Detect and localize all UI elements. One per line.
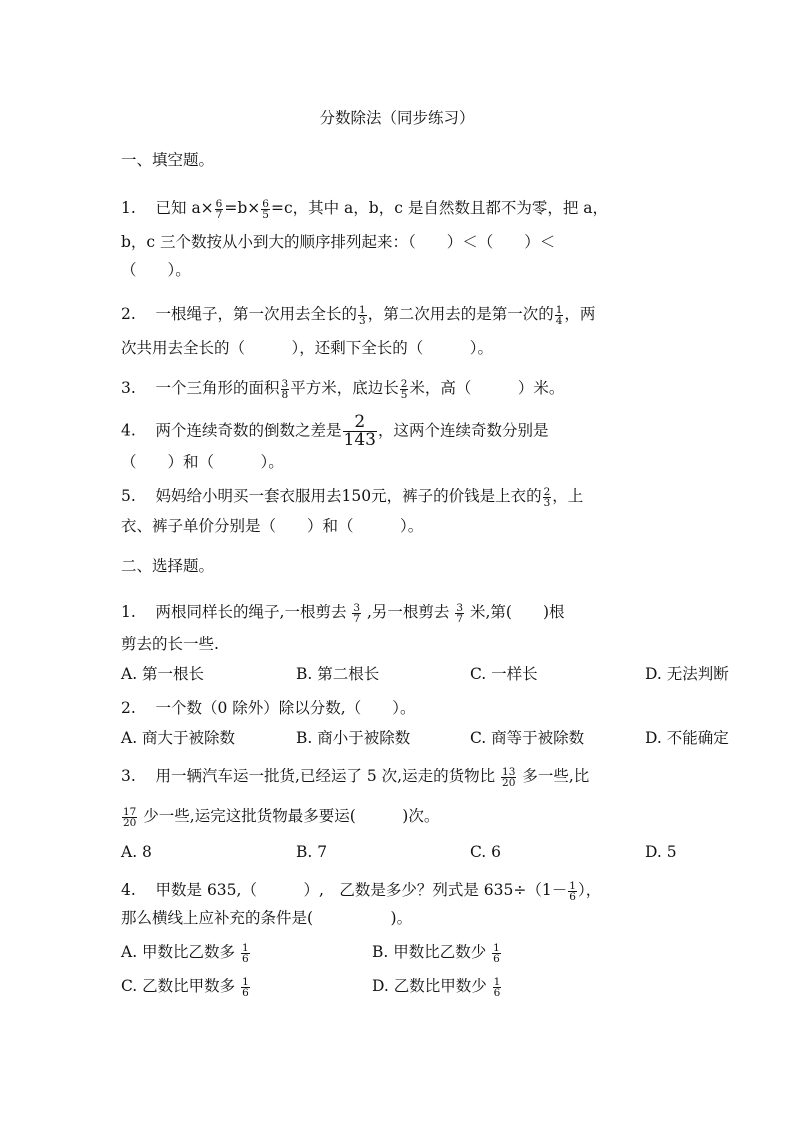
s2-q4-option-d: D. 乙数比甲数少 $\frac{1}{6}$: [372, 975, 501, 999]
fraction: $\frac{1}{6}$: [242, 975, 249, 999]
q-number: 2.: [121, 305, 136, 323]
s2-q4-option-a: A. 甲数比乙数多 $\frac{1}{6}$: [121, 941, 249, 965]
fraction: $\frac{1}{6}$: [493, 975, 501, 999]
s2-q3-option-a: A. 8: [121, 843, 152, 861]
s2-q4-line2: 那么横线上应补充的条件是( )。: [121, 909, 413, 927]
s1-q2-line1: [121, 304, 595, 326]
text: ,另一根剪去: [362, 603, 455, 621]
text: 两个连续奇数的倒数之差是: [155, 421, 342, 440]
fraction: $\frac{13}{20}$: [502, 765, 516, 789]
s2-q3-option-d: D. 5: [645, 843, 677, 861]
text: 一根绳子，第一次用去全长的: [155, 305, 358, 323]
s2-q1-option-d: D. 无法判断: [645, 665, 729, 683]
text: 一个数（0 除外）除以分数,（ ）。: [155, 699, 416, 717]
fraction: $\frac{2}{5}$: [400, 377, 408, 401]
text: ，上: [552, 487, 584, 505]
q-number: 1.: [121, 199, 136, 217]
s1-q2-line2: 次共用去全长的（ ），还剩下全长的（ ）。: [121, 339, 494, 357]
fraction: $\frac{1}{4}$: [555, 303, 563, 327]
s1-q4-line1: [121, 414, 549, 449]
q-number: 1.: [121, 603, 136, 621]
fraction: $\frac{2}{3}$: [543, 485, 551, 509]
text: 少一些,运完这批货物最多要运( )次。: [138, 807, 440, 825]
s1-q5-line1: [121, 486, 583, 508]
text: ），: [577, 881, 602, 899]
fraction: $\frac{17}{20}$: [123, 805, 137, 829]
q-number: 2.: [121, 699, 136, 717]
text: =b×: [224, 199, 261, 217]
s2-q4-option-b: B. 甲数比乙数少 $\frac{1}{6}$: [372, 941, 500, 965]
section2-heading: 二、选择题。: [121, 557, 215, 575]
text: 已知 a×: [155, 199, 214, 217]
text: 妈妈给小明买一套衣服用去150元，裤子的价钱是上衣的: [155, 487, 542, 505]
fraction: $\frac{2}{143}$: [343, 412, 376, 450]
s2-q3-option-b: B. 7: [296, 843, 328, 861]
s1-q1-line2: b，c 三个数按从小到大的顺序排列起来：（ ）＜（ ）＜: [121, 233, 556, 251]
s2-q2-option-d: D. 不能确定: [645, 729, 729, 747]
text: 多一些,比: [517, 767, 590, 785]
page-title: 分数除法（同步练习）: [319, 109, 475, 127]
s2-q1-option-c: C. 一样长: [470, 665, 538, 683]
s1-q5-line2: 衣、裤子单价分别是（ ）和（ ）。: [121, 517, 424, 535]
s2-q1-line1: [121, 602, 565, 624]
q-number: 3.: [121, 767, 136, 785]
text: 米,第( )根: [465, 603, 565, 621]
fraction: $\frac{1}{6}$: [569, 879, 576, 903]
s2-q2-line1: [121, 698, 415, 718]
s2-q4-option-c: C. 乙数比甲数多 $\frac{1}{6}$: [121, 975, 249, 999]
text: 用一辆汽车运一批货,已经运了 5 次,运走的货物比: [155, 767, 501, 785]
section1-heading: 一、填空题。: [121, 151, 215, 169]
fraction: $\frac{1}{6}$: [241, 941, 249, 965]
s2-q1-option-b: B. 第二根长: [296, 665, 380, 683]
text: ，两: [564, 305, 596, 323]
fraction: $\frac{1}{3}$: [359, 303, 366, 327]
text: ，第二次用去的是第一次的: [367, 305, 554, 323]
s2-q3-option-c: C. 6: [470, 843, 502, 861]
text: 一个三角形的面积: [155, 379, 280, 397]
s1-q3-line1: [121, 378, 564, 400]
fraction: $\frac{1}{6}$: [493, 941, 500, 965]
q-number: 5.: [121, 487, 136, 505]
s2-q3-line2: [121, 806, 439, 828]
text: 米，高（ ）米。: [409, 379, 565, 397]
text: 两根同样长的绳子,一根剪去: [155, 603, 352, 621]
fraction: $\frac{6}{5}$: [262, 197, 269, 221]
q-number: 4.: [121, 421, 136, 440]
s2-q2-option-a: A. 商大于被除数: [121, 729, 236, 747]
s1-q1-line1: [121, 198, 608, 220]
q-number: 4.: [121, 881, 136, 899]
s1-q4-line2: （ ）和（ ）。: [121, 453, 284, 471]
text: ，这两个连续奇数分别是: [377, 421, 549, 440]
q-number: 3.: [121, 379, 136, 397]
s2-q2-option-b: B. 商小于被除数: [296, 729, 411, 747]
text: 甲数是 635,（ ）, 乙数是多少？列式是 635÷（1－: [155, 881, 568, 899]
s2-q4-line1: [121, 880, 601, 902]
text: =c，其中 a，b，c 是自然数且都不为零，把 a，: [270, 199, 608, 217]
s1-q1-line3: （ ）。: [121, 261, 191, 279]
s2-q3-line1: [121, 766, 589, 788]
text: 平方米，底边长: [290, 379, 399, 397]
s2-q1-option-a: A. 第一根长: [121, 665, 205, 683]
fraction: $\frac{6}{7}$: [215, 197, 223, 221]
s2-q1-line2: 剪去的长一些.: [121, 635, 219, 653]
s2-q2-option-c: C. 商等于被除数: [470, 729, 585, 747]
fraction: $\frac{3}{7}$: [353, 601, 361, 625]
fraction: $\frac{3}{8}$: [281, 377, 289, 401]
fraction: $\frac{3}{7}$: [456, 601, 464, 625]
